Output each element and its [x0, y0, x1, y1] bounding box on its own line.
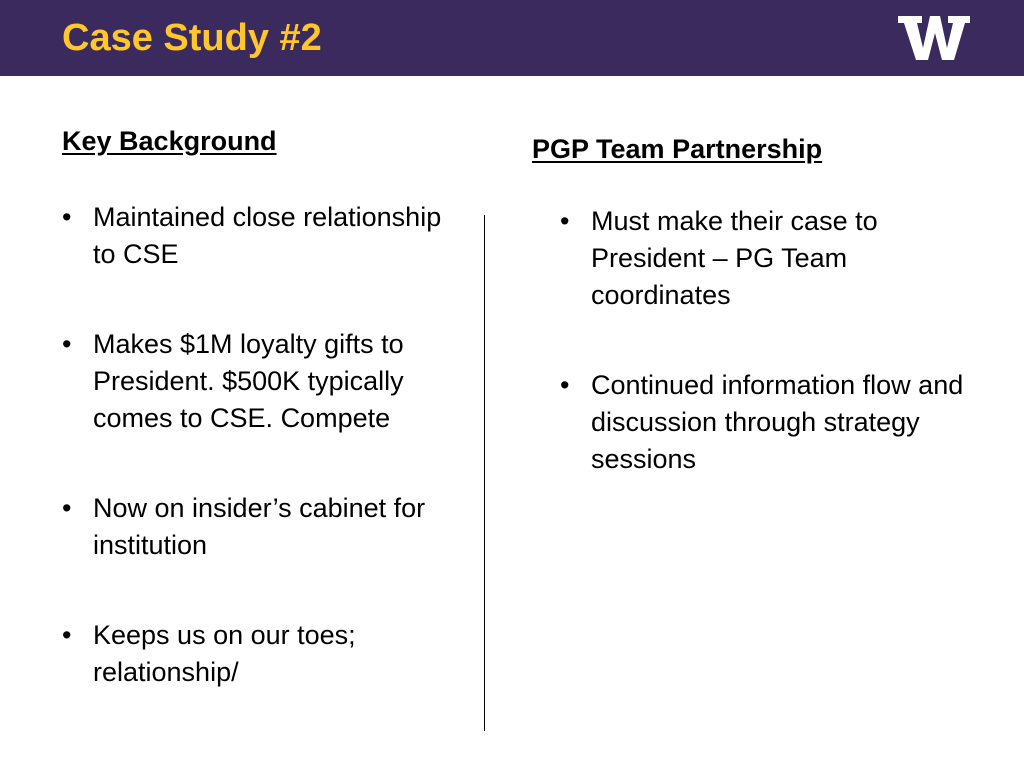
bullet-text: Must make their case to President – PG Team coordinates — [591, 206, 878, 310]
key-background-heading: Key Background — [62, 126, 277, 156]
list-item — [62, 326, 452, 437]
list-item — [560, 367, 980, 478]
bullet-text: Now on insider’s cabinet for institution — [93, 493, 426, 560]
w-logo-icon — [898, 12, 970, 64]
slide-title: Case Study #2 — [62, 17, 322, 59]
bullet-icon: • — [62, 620, 72, 650]
list-item — [62, 617, 452, 691]
list-item — [62, 490, 452, 564]
list-item — [62, 199, 452, 273]
w-logo-glyph — [898, 16, 970, 60]
bullet-icon: • — [560, 370, 570, 400]
bullet-icon: • — [62, 202, 72, 232]
bullet-icon: • — [560, 206, 570, 236]
bullet-icon: • — [62, 329, 72, 359]
bullet-text: Maintained close relationship to CSE — [93, 202, 442, 269]
title-bar — [0, 0, 1024, 76]
bullet-text: Continued information flow and discussion through strategy sessions — [591, 370, 964, 474]
bullet-icon: • — [62, 493, 72, 523]
bullet-text: Keeps us on our toes; relationship/ — [93, 620, 356, 687]
column-divider — [484, 215, 485, 731]
pgp-team-partnership-list — [560, 203, 980, 531]
key-background-list — [62, 199, 452, 744]
bullet-text: Makes $1M loyalty gifts to President. $500K typically comes to CSE. Compete — [93, 329, 404, 433]
list-item — [560, 203, 980, 314]
pgp-team-partnership-heading: PGP Team Partnership — [532, 134, 823, 164]
